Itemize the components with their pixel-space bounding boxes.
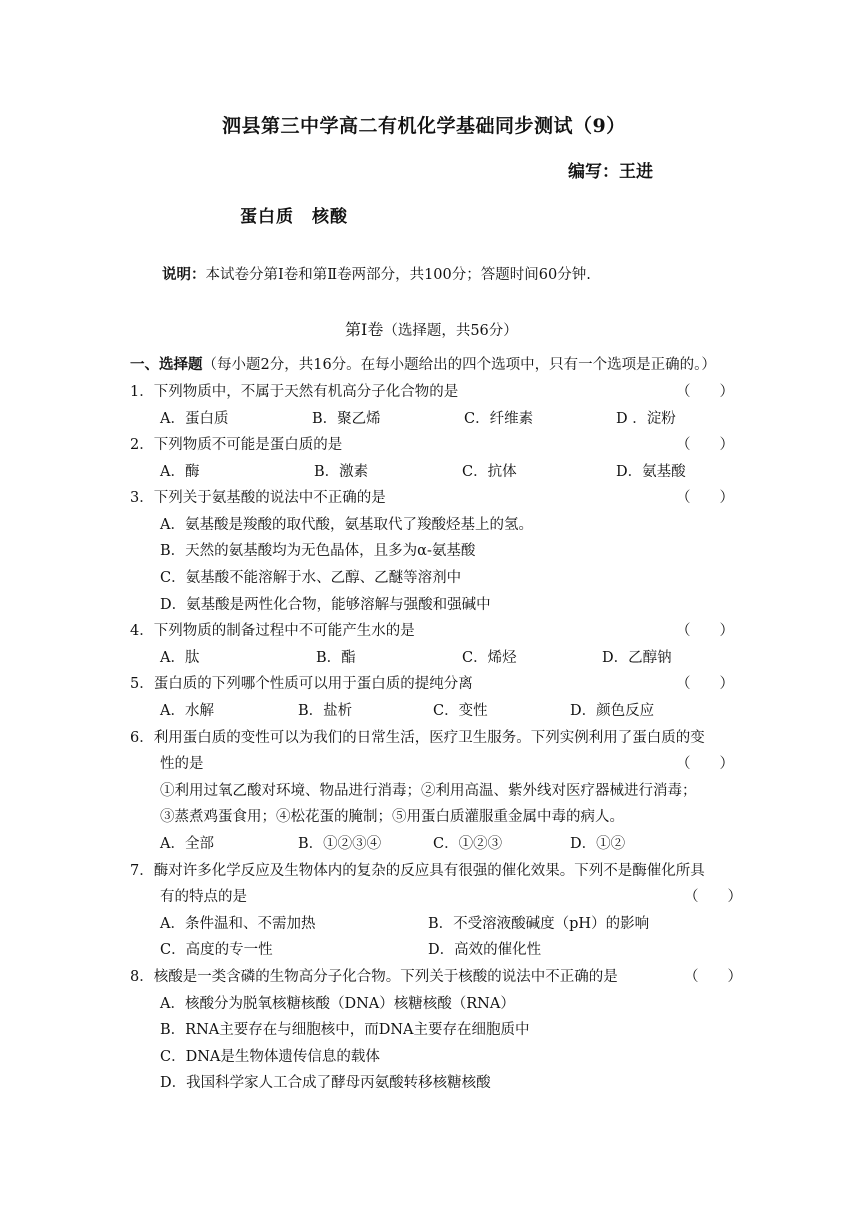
question-2-option-b: B．激素 [314, 464, 369, 480]
question-1-option-c: C．纤维素 [464, 411, 534, 427]
question-8-option-c: C．DNA是生物体遗传信息的载体 [160, 1049, 380, 1065]
exam-note [162, 265, 591, 285]
note-text: 本试卷分第Ⅰ卷和第Ⅱ卷两部分，共100分；答题时间60分钟. [205, 267, 591, 283]
answer-bracket-4: （ ） [676, 623, 734, 639]
answer-bracket-8: （ ） [684, 969, 742, 985]
page-title: 泗县第三中学高二有机化学基础同步测试（9） [222, 115, 626, 137]
question-5-stem: 5．蛋白质的下列哪个性质可以用于蛋白质的提纯分离 [130, 676, 473, 692]
question-4-option-c: C．烯烃 [462, 650, 517, 666]
question-3-option-c: C．氨基酸不能溶解于水、乙醇、乙醚等溶剂中 [160, 570, 462, 586]
question-4-option-a: A．肽 [160, 650, 200, 666]
question-5-option-c: C．变性 [433, 703, 488, 719]
question-3-option-b: B．天然的氨基酸均为无色晶体，且多为α-氨基酸 [160, 543, 476, 559]
question-3-option-a: A．氨基酸是羧酸的取代酸，氨基取代了羧酸烃基上的氢。 [160, 517, 533, 533]
question-8-option-a: A．核酸分为脱氧核糖核酸（DNA）核糖核酸（RNA） [160, 996, 515, 1012]
question-6-option-b: B．①②③④ [298, 836, 382, 852]
note-label: 说明： [162, 266, 206, 283]
question-3-option-d: D．氨基酸是两性化合物，能够溶解与强酸和强碱中 [160, 597, 491, 613]
question-7-stem-line-1: 7．酶对许多化学反应及生物体内的复杂的反应具有很强的催化效果。下列不是酶催化所具 [130, 863, 705, 879]
question-2-option-d: D．氨基酸 [616, 464, 686, 480]
part-label: 一、选择题 [130, 356, 203, 373]
answer-bracket-5: （ ） [676, 676, 734, 692]
question-6-stem-line-1: 6．利用蛋白质的变性可以为我们的日常生活，医疗卫生服务。下列实例利用了蛋白质的变 [130, 730, 705, 746]
question-5-option-b: B．盐析 [298, 703, 353, 719]
answer-bracket-6: （ ） [676, 756, 734, 772]
question-2-option-a: A．酶 [160, 464, 200, 480]
topic-subtitle: 蛋白质 核酸 [240, 207, 348, 227]
question-6-statement-line-1: ①利用过氧乙酸对环境、物品进行消毒；②利用高温、紫外线对医疗器械进行消毒； [160, 783, 697, 799]
question-2-option-c: C．抗体 [462, 464, 517, 480]
question-1-stem: 1．下列物质中，不属于天然有机高分子化合物的是 [130, 384, 459, 400]
answer-bracket-3: （ ） [676, 490, 734, 506]
question-7-stem-line-2: 有的特点的是 [160, 889, 247, 905]
answer-bracket-2: （ ） [676, 437, 734, 453]
question-2-stem: 2．下列物质不可能是蛋白质的是 [130, 437, 343, 453]
answer-bracket-1: （ ） [676, 384, 734, 400]
question-8-option-d: D．我国科学家人工合成了酵母丙氨酸转移核糖核酸 [160, 1075, 491, 1091]
question-1-option-b: B．聚乙烯 [312, 411, 381, 427]
author-line: 编写：王进 [568, 162, 653, 182]
question-8-stem: 8．核酸是一类含磷的生物高分子化合物。下列关于核酸的说法中不正确的是 [130, 969, 618, 985]
question-1-option-a: A．蛋白质 [160, 411, 229, 427]
question-4-option-d: D．乙醇钠 [602, 650, 672, 666]
answer-bracket-7: （ ） [684, 889, 742, 905]
question-6-statement-line-2: ③蒸煮鸡蛋食用；④松花蛋的腌制；⑤用蛋白质灌服重金属中毒的病人。 [160, 809, 624, 825]
section-title: 第Ⅰ卷 [345, 320, 384, 339]
question-8-option-b: B．RNA主要存在与细胞核中，而DNA主要存在细胞质中 [160, 1022, 530, 1038]
question-7-option-d: D．高效的催化性 [428, 942, 542, 958]
question-7-option-a: A．条件温和、不需加热 [160, 916, 316, 932]
question-6-option-c: C．①②③ [433, 836, 503, 852]
question-5-option-a: A．水解 [160, 703, 214, 719]
question-7-option-b: B．不受溶液酸碱度（pH）的影响 [428, 916, 650, 932]
section-heading [345, 320, 518, 341]
question-4-option-b: B．酯 [316, 650, 356, 666]
question-6-stem-line-2: 性的是 [160, 756, 204, 772]
question-7-option-c: C．高度的专一性 [160, 942, 273, 958]
question-5-option-d: D．颜色反应 [570, 703, 655, 719]
question-3-stem: 3．下列关于氨基酸的说法中不正确的是 [130, 490, 386, 506]
part-heading [130, 355, 716, 375]
question-6-option-a: A．全部 [160, 836, 214, 852]
section-detail: （选择题，共56分） [383, 323, 518, 339]
question-1-option-d: D ．淀粉 [616, 411, 676, 427]
part-instructions: （每小题2分，共16分。在每小题给出的四个选项中，只有一个选项是正确的。） [202, 357, 716, 373]
question-4-stem: 4．下列物质的制备过程中不可能产生水的是 [130, 623, 415, 639]
question-6-option-d: D．①② [570, 836, 626, 852]
